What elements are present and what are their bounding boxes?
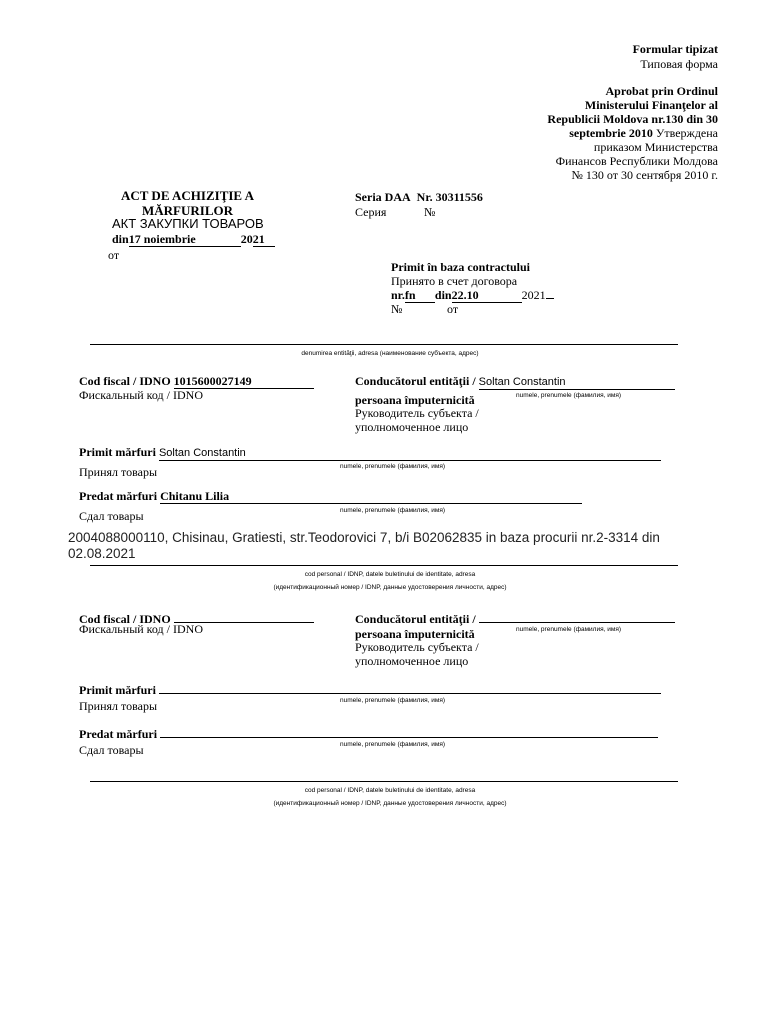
contract-nr-value: fn xyxy=(405,288,435,303)
act-date xyxy=(112,232,275,247)
approval-line: Republicii Moldova nr.130 din 30 xyxy=(547,112,718,126)
act-title-ru: АКТ ЗАКУПКИ ТОВАРОВ xyxy=(112,216,264,231)
conducator-ru-2: уполномоченное лицо xyxy=(355,420,469,434)
contract-nr-ru: № xyxy=(391,302,403,316)
conducator-ru-3: Руководитель субъекта / xyxy=(355,640,479,654)
approval-date: septembrie 2010 xyxy=(569,126,653,140)
year-value: 21 xyxy=(253,232,275,247)
entity-line xyxy=(90,344,678,345)
contract-number xyxy=(391,288,554,303)
predat-2 xyxy=(79,723,658,741)
approval-line: Финансов Республики Молдова xyxy=(555,154,718,168)
cod-fiscal-ru-2: Фискальный код / IDNO xyxy=(79,622,203,636)
contract-year-blank xyxy=(546,298,554,299)
act-title-line: MĂRFURILOR xyxy=(142,203,233,218)
person-details-line xyxy=(90,565,678,566)
series-nr-label: Nr. xyxy=(416,190,433,204)
primit-ru-2: Принял товары xyxy=(79,699,157,713)
conducator-ru-1: Руководитель субъекта / xyxy=(355,406,479,420)
conducator-label: Conducătorul entităţii / xyxy=(355,374,476,388)
act-title-line: ACT DE ACHIZIŢIE A xyxy=(120,188,255,203)
primit-value: Soltan Constantin xyxy=(159,446,661,461)
formular-title-ro: Formular tipizat xyxy=(632,42,718,56)
year-prefix: 20 xyxy=(240,232,253,246)
primit-label: Primit mărfuri xyxy=(79,683,156,697)
name-caption: numele, prenumele (фамилия, имя) xyxy=(516,626,622,633)
cod-fiscal-1 xyxy=(79,374,314,389)
approval-line: Aprobat prin Ordinul xyxy=(605,84,718,98)
name-caption: numele, prenumele (фамилия, имя) xyxy=(340,697,446,704)
conducator-ru-4: уполномоченное лицо xyxy=(355,654,469,668)
contract-din-value: 22.10 xyxy=(452,288,522,303)
person-details-line-2 xyxy=(90,781,678,782)
predat-ru-2: Сдал товары xyxy=(79,743,144,757)
approval-line-mixed xyxy=(470,126,718,140)
date-ru: от xyxy=(108,248,120,262)
contract-label-ru: Принято в счет договора xyxy=(391,274,518,288)
approval-line: № 130 от 30 сентября 2010 г. xyxy=(571,168,718,182)
predat-blank xyxy=(160,723,658,738)
predat-label: Predat mărfuri xyxy=(79,489,158,503)
cod-fiscal-label: Cod fiscal / IDNO xyxy=(79,374,171,388)
predat-value: Chitanu Lilia xyxy=(160,489,582,504)
person-caption-1: cod personal / IDNP, datele buletinului de identitate, adresa xyxy=(304,571,476,578)
series-number xyxy=(355,190,483,204)
predat-1 xyxy=(79,489,582,504)
approval-block xyxy=(470,84,718,182)
approval-line: приказом Министерства xyxy=(593,140,718,154)
predat-label: Predat mărfuri xyxy=(79,727,158,741)
cod-fiscal-ru-1: Фискальный код / IDNO xyxy=(79,388,203,402)
name-caption: numele, prenumele (фамилия, имя) xyxy=(516,392,622,399)
primit-blank xyxy=(159,679,661,694)
series-nr-value: 30311556 xyxy=(435,190,483,204)
primit-2 xyxy=(79,679,661,697)
contract-din-ru: от xyxy=(447,302,459,316)
contract-din-label: din xyxy=(434,288,452,302)
conducator-label: Conducătorul entităţii / xyxy=(355,612,476,626)
series-nr-ru: № xyxy=(424,205,436,219)
conducator-2 xyxy=(355,608,675,626)
persoana-label-2: persoana împuternicită xyxy=(355,627,475,641)
person-caption-3: cod personal / IDNP, datele buletinului de identitate, adresa xyxy=(304,787,476,794)
date-prefix: din xyxy=(112,232,129,246)
cod-fiscal-value: 1015600027149 xyxy=(174,374,314,389)
entity-caption: denumirea entităţii, adresa (наименование субъекта, адрес) xyxy=(301,350,479,357)
conducator-1 xyxy=(355,374,675,390)
name-caption: numele, prenumele (фамилия, имя) xyxy=(340,507,446,514)
person-caption-4: (идентификационный номер / IDNP, данные удостоверения личности, адрес) xyxy=(273,800,507,807)
conducator-blank xyxy=(479,608,675,623)
cod-fiscal-blank xyxy=(174,608,314,623)
contract-label-ro: Primit în baza contractului xyxy=(391,260,530,274)
act-title-ro xyxy=(100,188,275,218)
series-label: Seria DAA xyxy=(355,190,411,204)
approval-ru: Утверждена xyxy=(655,126,718,140)
contract-nr-label: nr. xyxy=(391,288,405,302)
person-caption-2: (идентификационный номер / IDNP, данные удостоверения личности, адрес) xyxy=(273,584,507,591)
primit-1 xyxy=(79,445,661,461)
name-caption: numele, prenumele (фамилия, имя) xyxy=(340,463,446,470)
approval-line: Ministerului Finanţelor al xyxy=(584,98,718,112)
primit-ru-1: Принял товары xyxy=(79,465,157,479)
cod-fiscal-label: Cod fiscal / IDNO xyxy=(79,612,171,626)
conducator-value: Soltan Constantin xyxy=(479,375,675,390)
persoana-label-1: persoana împuternicită xyxy=(355,393,475,407)
formular-title-ru: Типовая форма xyxy=(640,57,718,71)
predat-ru-1: Сдал товары xyxy=(79,509,144,523)
primit-label: Primit mărfuri xyxy=(79,445,156,459)
date-value: 17 noiembrie xyxy=(129,232,241,247)
series-ru-label: Серия xyxy=(355,205,387,219)
person-details: 2004088000110, Chisinau, Gratiesti, str.Teodorovici 7, b/i B02062835 in baza procurii nr.2-3314 din 02.08.2021 xyxy=(68,530,660,561)
contract-year: 2021 xyxy=(521,288,546,302)
name-caption: numele, prenumele (фамилия, имя) xyxy=(340,741,446,748)
